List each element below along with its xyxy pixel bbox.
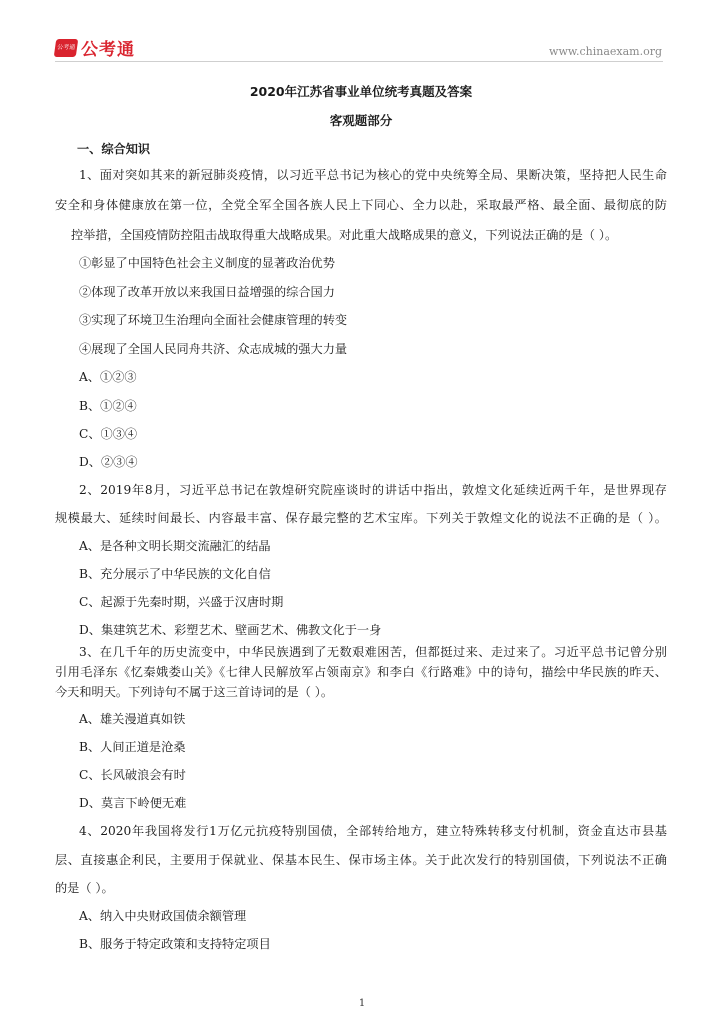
header-divider xyxy=(55,61,663,62)
q1-line3: 控举措，全国疫情防控阻击战取得重大战略成果。对此重大战略成果的意义，下列说法正确的是（ ）。 xyxy=(71,228,618,242)
q3-option-a: A、雄关漫道真如铁 xyxy=(79,712,186,726)
q3-line3: 今天和明天。下列诗句不属于这三首诗词的是（ ）。 xyxy=(55,685,334,699)
q2-option-b: B、充分展示了中华民族的文化自信 xyxy=(79,567,271,581)
page-number: 1 xyxy=(358,998,366,1009)
logo-text: 公考通 xyxy=(81,40,135,60)
q3-option-d: D、莫言下岭便无难 xyxy=(79,796,187,810)
q3-line1: 3、在几千年的历史流变中，中华民族遇到了无数艰难困苦，但都挺过来、走过来了。习近平总书记曾分别 xyxy=(79,645,667,659)
q2-option-c: C、起源于先秦时期，兴盛于汉唐时期 xyxy=(79,595,284,609)
q1-statement-4: ④展现了全国人民同舟共济、众志成城的强大力量 xyxy=(79,342,348,356)
q3-line2: 引用毛泽东《忆秦娥娄山关》《七律人民解放军占领南京》和李白《行路难》中的诗句，描绘中华民族的昨天、 xyxy=(55,665,667,679)
q4-option-a: A、纳入中央财政国债余额管理 xyxy=(79,909,247,923)
q4-line2: 层、直接惠企利民，主要用于保就业、保基本民生、保市场主体。关于此次发行的特别国债，下列说法不正确 xyxy=(55,853,667,867)
q2-option-d: D、集建筑艺术、彩塑艺术、壁画艺术、佛教文化于一身 xyxy=(79,623,382,637)
q1-line1: 1、面对突如其来的新冠肺炎疫情，以习近平总书记为核心的党中央统筹全局、果断决策，坚持把人民生命 xyxy=(79,168,667,182)
q1-statement-1: ①彰显了中国特色社会主义制度的显著政治优势 xyxy=(79,256,335,270)
page-header xyxy=(0,0,724,66)
document-subtitle: 客观题部分 xyxy=(329,113,393,128)
section-heading: 一、综合知识 xyxy=(77,142,151,156)
q4-option-b: B、服务于特定政策和支持特定项目 xyxy=(79,937,271,951)
q1-option-b: B、①②④ xyxy=(79,399,137,413)
q2-line1: 2、2019年8月，习近平总书记在敦煌研究院座谈时的讲话中指出，敦煌文化延续近两千年，是世界现存 xyxy=(79,483,667,497)
q3-option-c: C、长风破浪会有时 xyxy=(79,768,186,782)
site-url[interactable]: www.chinaexam.org xyxy=(549,45,662,58)
brand-logo[interactable] xyxy=(55,35,135,60)
q2-option-a: A、是各种文明长期交流融汇的结晶 xyxy=(79,539,271,553)
q1-statement-2: ②体现了改革开放以来我国日益增强的综合国力 xyxy=(79,285,335,299)
logo-badge-icon: 公考通 xyxy=(54,39,79,57)
q4-line3: 的是（ ）。 xyxy=(55,881,114,895)
q4-line1: 4、2020年我国将发行1万亿元抗疫特别国债，全部转给地方，建立特殊转移支付机制，资金直达市县基 xyxy=(79,824,667,838)
document-title: 2020年江苏省事业单位统考真题及答案 xyxy=(249,84,473,99)
q1-option-a: A、①②③ xyxy=(79,370,137,384)
q1-line2: 安全和身体健康放在第一位，全党全军全国各族人民上下同心、全力以赴，采取最严格、最全面、最彻底的防 xyxy=(55,198,667,212)
q2-line2: 规模最大、延续时间最长、内容最丰富、保存最完整的艺术宝库。下列关于敦煌文化的说法不正确的是（ ）。 xyxy=(55,511,667,525)
q3-option-b: B、人间正道是沧桑 xyxy=(79,740,186,754)
q1-option-c: C、①③④ xyxy=(79,427,138,441)
q1-option-d: D、②③④ xyxy=(79,455,138,469)
q1-statement-3: ③实现了环境卫生治理向全面社会健康管理的转变 xyxy=(79,313,348,327)
